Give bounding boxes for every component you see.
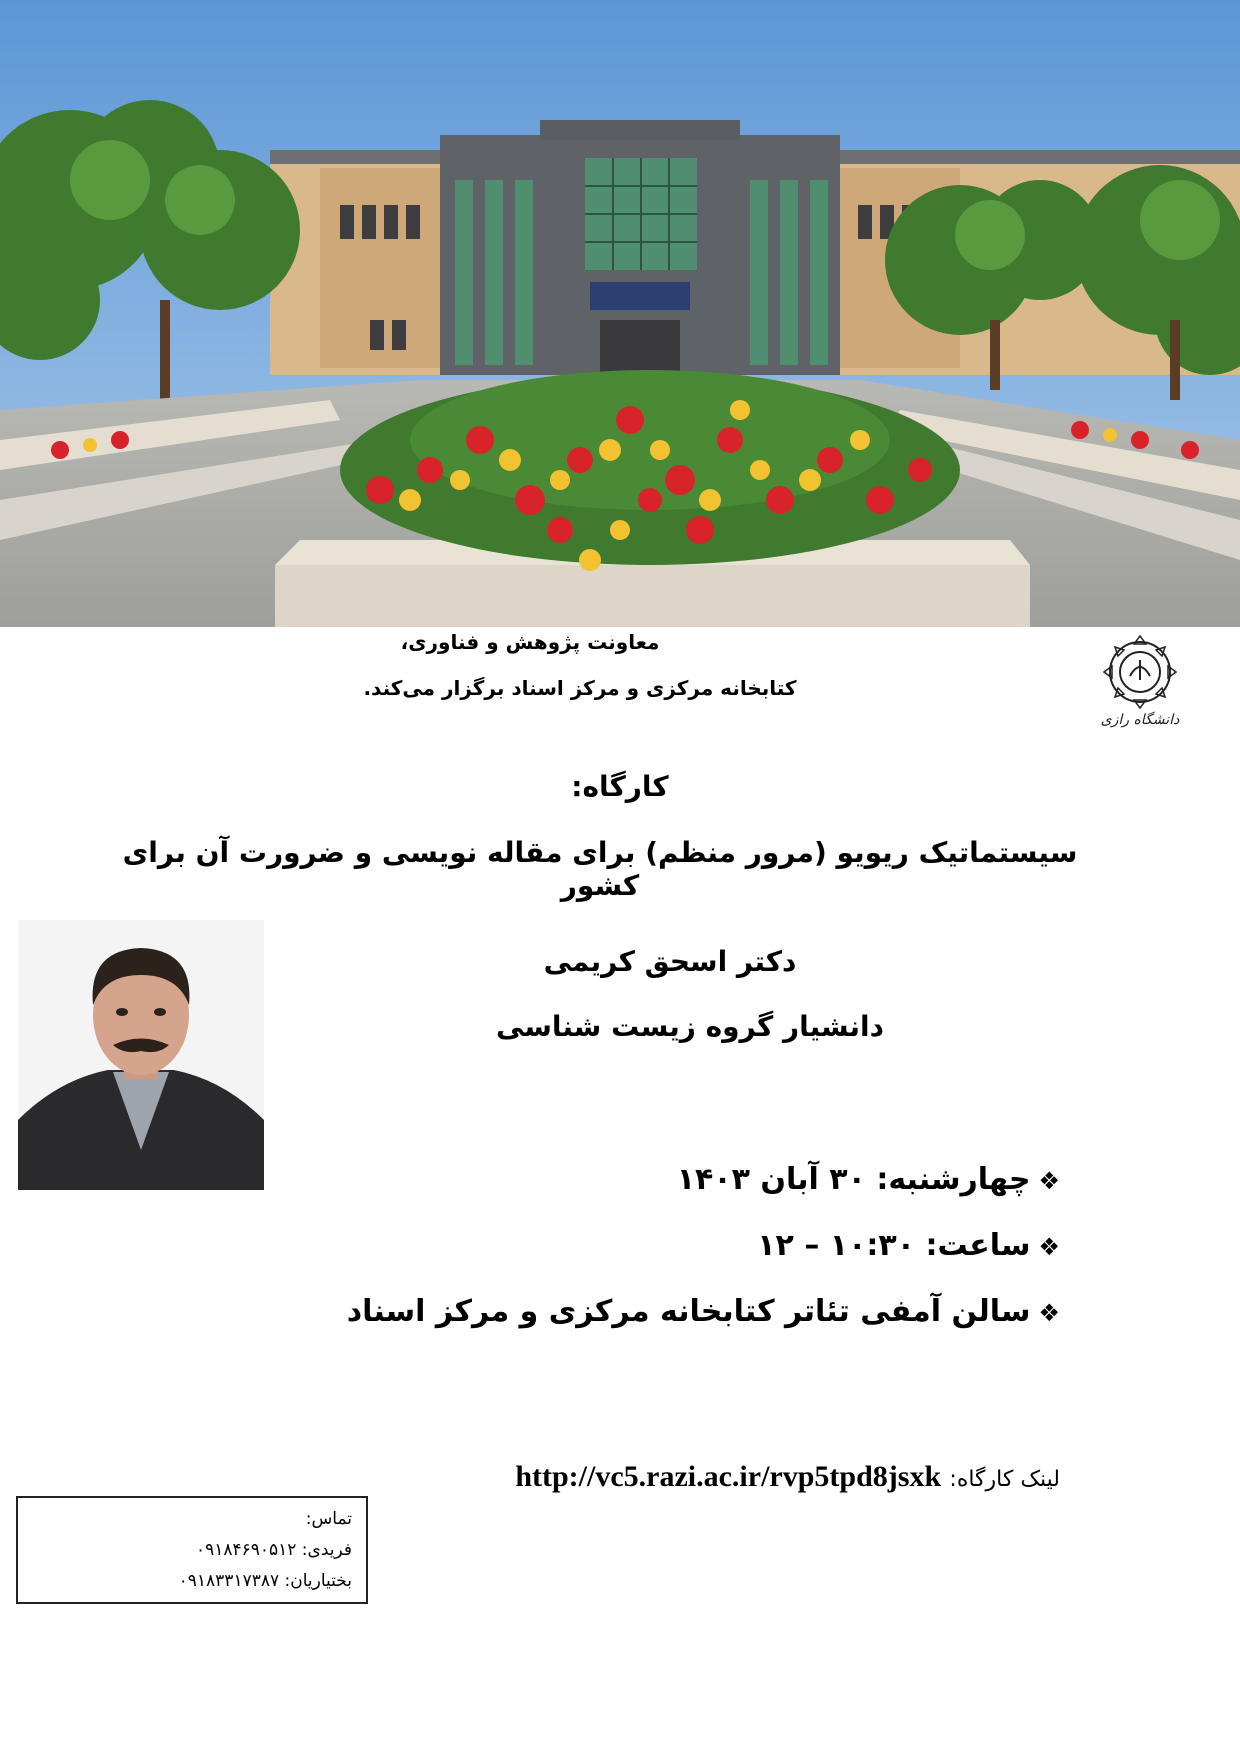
campus-illustration	[0, 0, 1240, 627]
diamond-bullet-icon: ❖	[1038, 1299, 1060, 1327]
organizer-line-1: معاونت پژوهش و فناوری،	[400, 630, 660, 654]
contact-line-1: فریدی: ۰۹۱۸۴۶۹۰۵۱۲	[195, 1540, 352, 1560]
university-logo	[1088, 634, 1192, 730]
diamond-bullet-icon: ❖	[1038, 1233, 1060, 1261]
svg-text:دانشگاه رازی: دانشگاه رازی	[1100, 712, 1180, 728]
workshop-link-row	[160, 1460, 1060, 1494]
razi-emblem-icon	[1088, 634, 1192, 730]
contact-line-2: بختیاریان: ۰۹۱۸۳۳۱۷۳۸۷	[178, 1571, 352, 1591]
speaker-role: دانشیار گروه زیست شناسی	[495, 1010, 885, 1043]
speaker-portrait	[18, 920, 264, 1190]
detail-time-text: ساعت: ۱۰:۳۰ – ۱۲	[757, 1228, 1031, 1263]
speaker-name: دکتر اسحق کریمی	[543, 945, 797, 978]
diamond-bullet-icon: ❖	[1038, 1167, 1060, 1195]
organizer-line-2: کتابخانه مرکزی و مرکز اسناد برگزار می‌کند.	[363, 676, 797, 700]
detail-date	[300, 1162, 1060, 1197]
contact-heading: تماس:	[305, 1509, 352, 1529]
detail-time	[300, 1228, 1060, 1263]
workshop-link-url[interactable]: http://vc5.razi.ac.ir/rvp5tpd8jsxk	[515, 1460, 942, 1493]
workshop-label: کارگاه:	[571, 770, 669, 803]
detail-venue-text: سالن آمفی تئاتر کتابخانه مرکزی و مرکز اسناد	[346, 1294, 1031, 1329]
detail-venue	[300, 1294, 1060, 1329]
detail-date-text: چهارشنبه: ۳۰ آبان ۱۴۰۳	[676, 1162, 1031, 1197]
workshop-link-label: لینک کارگاه:	[949, 1467, 1060, 1492]
contact-box	[16, 1496, 368, 1604]
campus-photo-banner	[0, 0, 1240, 627]
workshop-title: سیستماتیک ریویو (مرور منظم) برای مقاله نویسی و ضرورت آن برای کشور	[122, 836, 1078, 902]
speaker-photo	[18, 920, 264, 1190]
